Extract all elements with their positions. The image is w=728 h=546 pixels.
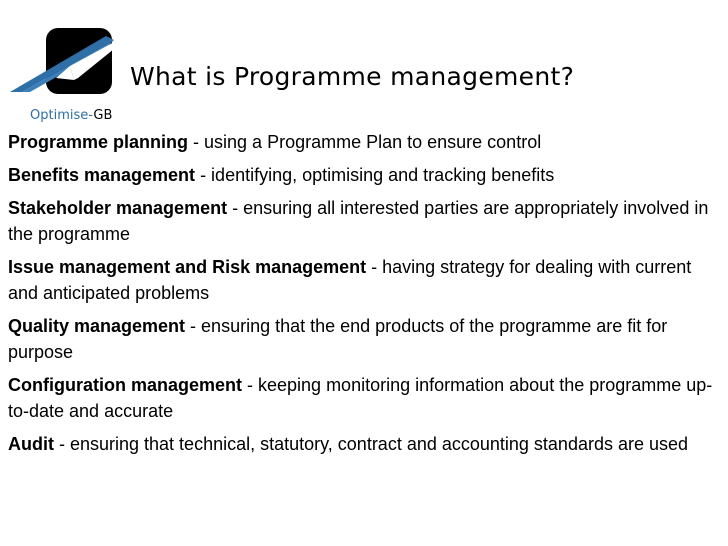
brand-name bbox=[30, 108, 112, 123]
page-title: What is Programme management? bbox=[130, 62, 575, 91]
optimise-gb-logo-icon bbox=[8, 22, 143, 102]
item-description: - identifying, optimising and tracking benefits bbox=[195, 165, 555, 185]
item-term: Stakeholder management bbox=[8, 198, 228, 218]
brand-suffix: GB bbox=[93, 108, 113, 123]
item-term: Configuration management bbox=[8, 375, 243, 395]
list-item bbox=[8, 129, 724, 155]
item-term: Programme planning bbox=[8, 132, 189, 152]
item-description: - keeping monitoring information about the programme up-to-date and accurate bbox=[8, 375, 713, 421]
list-item bbox=[8, 431, 724, 457]
list-item bbox=[8, 372, 724, 424]
list-item bbox=[8, 162, 724, 188]
brand-prefix: Optimise- bbox=[30, 108, 94, 123]
item-description: - ensuring that the end products of the programme are fit for purpose bbox=[8, 316, 668, 362]
list-item bbox=[8, 313, 724, 365]
item-description: - having strategy for dealing with current and anticipated problems bbox=[8, 257, 692, 303]
list-item bbox=[8, 195, 724, 247]
item-term: Audit bbox=[8, 434, 54, 454]
list-item bbox=[8, 254, 724, 306]
item-description: - using a Programme Plan to ensure control bbox=[188, 132, 542, 152]
item-term: Benefits management bbox=[8, 165, 196, 185]
definition-list bbox=[8, 129, 724, 464]
item-term: Issue management and Risk management bbox=[8, 257, 367, 277]
item-description: - ensuring that technical, statutory, contract and accounting standards are used bbox=[53, 434, 689, 454]
item-description: - ensuring all interested parties are appropriately involved in the programme bbox=[8, 198, 709, 244]
item-term: Quality management bbox=[8, 316, 186, 336]
